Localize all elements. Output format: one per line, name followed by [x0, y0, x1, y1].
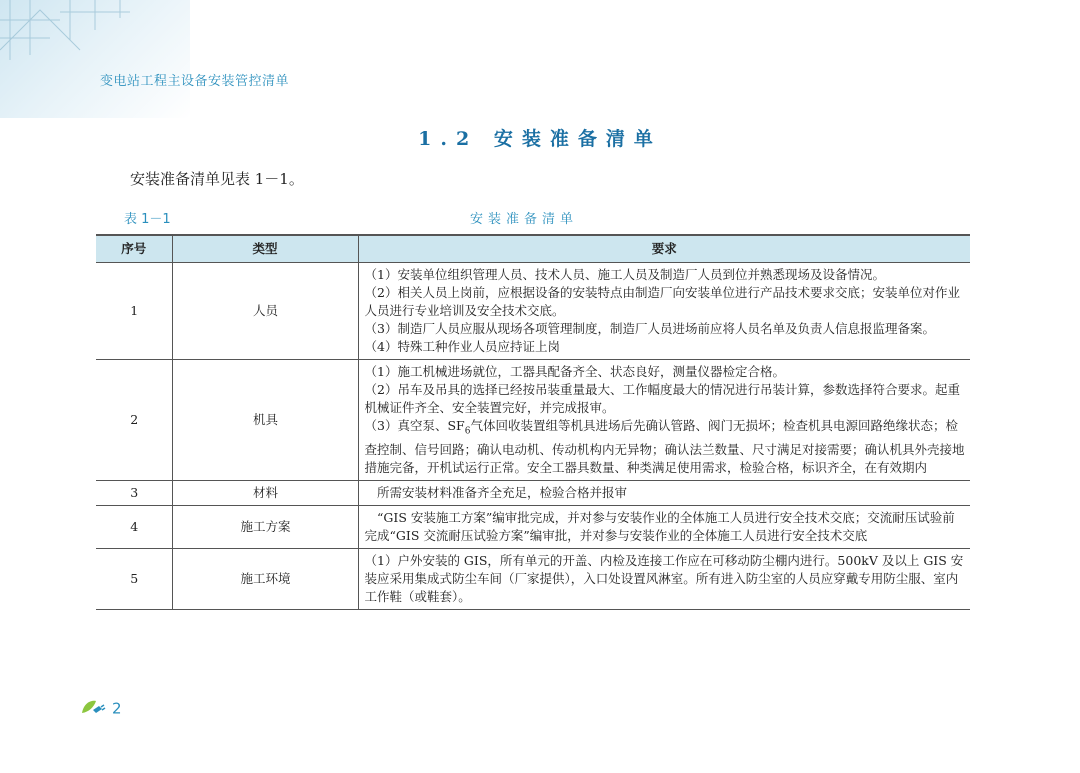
- table-row: [96, 480, 970, 505]
- requirement-text: （3）真空泵、SF: [364, 418, 465, 433]
- row-type: 人员: [172, 263, 358, 360]
- section-title: 1.2 安装准备清单: [418, 128, 662, 150]
- corner-decoration: [0, 0, 190, 118]
- row-type: 施工方案: [172, 505, 358, 548]
- leaf-plug-icon: [80, 698, 106, 720]
- row-no: 3: [96, 480, 172, 505]
- requirement-line: 所需安装材料准备齐全充足，检验合格并报审: [364, 484, 628, 500]
- requirement-line: （2）相关人员上岗前，应根据设备的安装特点由制造厂向安装单位进行产品技术要求交底；安装单位对作业人员进行专业培训及安全技术交底。: [364, 285, 960, 318]
- column-header-type: 类型: [172, 235, 358, 263]
- intro-text: 安装准备清单见表 1－1。: [130, 170, 304, 188]
- table-header-row: [96, 235, 970, 263]
- requirement-line: “GIS 安装施工方案”编审批完成，并对参与安装作业的全体施工人员进行安全技术交底；交流耐压试验前完成“GIS 交流耐压试验方案”编审批，并对参与安装作业的全体施工人员进行安全技术交底: [364, 509, 955, 543]
- table-number: 表 1－1: [124, 212, 171, 227]
- requirement-line: （1）施工机械进场就位，工器具配备齐全、状态良好，测量仪器检定合格。: [364, 364, 785, 379]
- table-row: [96, 548, 970, 609]
- row-no: 2: [96, 360, 172, 481]
- requirement-line: （4）特殊工种作业人员应持证上岗: [364, 339, 560, 354]
- row-requirement: [358, 360, 970, 481]
- preparation-table: [96, 234, 970, 610]
- row-requirement: [358, 480, 970, 505]
- requirement-line: （1）安装单位组织管理人员、技术人员、施工人员及制造厂人员到位并熟悉现场及设备情况。: [364, 267, 885, 282]
- row-type: 施工环境: [172, 548, 358, 609]
- requirement-line: （2）吊车及吊具的选择已经按吊装重量最大、工作幅度最大的情况进行吊装计算，参数选择符合要求。起重机械证件齐全、安全装置完好，并完成报审。: [364, 382, 960, 415]
- subscript: 6: [464, 426, 471, 437]
- table-row: [96, 505, 970, 548]
- page-footer: [80, 698, 122, 720]
- running-header: 变电站工程主设备安装管控清单: [100, 74, 290, 89]
- table-row: [96, 263, 970, 360]
- substation-photo-icon: [0, 0, 190, 118]
- column-header-requirement: 要求: [358, 235, 970, 263]
- table-title: 安装准备清单: [470, 212, 579, 227]
- row-requirement: [358, 548, 970, 609]
- requirement-line: [365, 417, 966, 477]
- requirement-line: （1）户外安装的 GIS，所有单元的开盖、内检及连接工作应在可移动防尘棚内进行。500kV 及以上 GIS 安装应采用集成式防尘车间（厂家提供），入口处设置风淋室。所有进入防尘室的人员应穿戴专用防尘服、室内工作鞋（或鞋套）。: [364, 552, 964, 604]
- row-type: 机具: [172, 360, 358, 481]
- row-type: 材料: [172, 480, 358, 505]
- row-requirement: [358, 505, 970, 548]
- page-number: 2: [112, 699, 122, 718]
- table-row: [96, 360, 970, 481]
- row-no: 1: [96, 263, 172, 360]
- row-no: 5: [96, 548, 172, 609]
- requirement-text: 气体回收装置组等机具进场后先确认管路、阀门无损坏；检查机具电源回路绝缘状态；检查控制、信号回路；确认电动机、传动机构内无异物；确认法兰数量、尺寸满足对接需要；确认机具外壳接地措施完备，开机试运行正常。安全工器具数量、种类满足使用需求，检验合格，标识齐全，在有效期内: [364, 418, 965, 475]
- column-header-no: 序号: [96, 235, 172, 263]
- requirement-line: （3）制造厂人员应服从现场各项管理制度，制造厂人员进场前应将人员名单及负责人信息报监理备案。: [364, 321, 935, 336]
- row-requirement: [358, 263, 970, 360]
- row-no: 4: [96, 505, 172, 548]
